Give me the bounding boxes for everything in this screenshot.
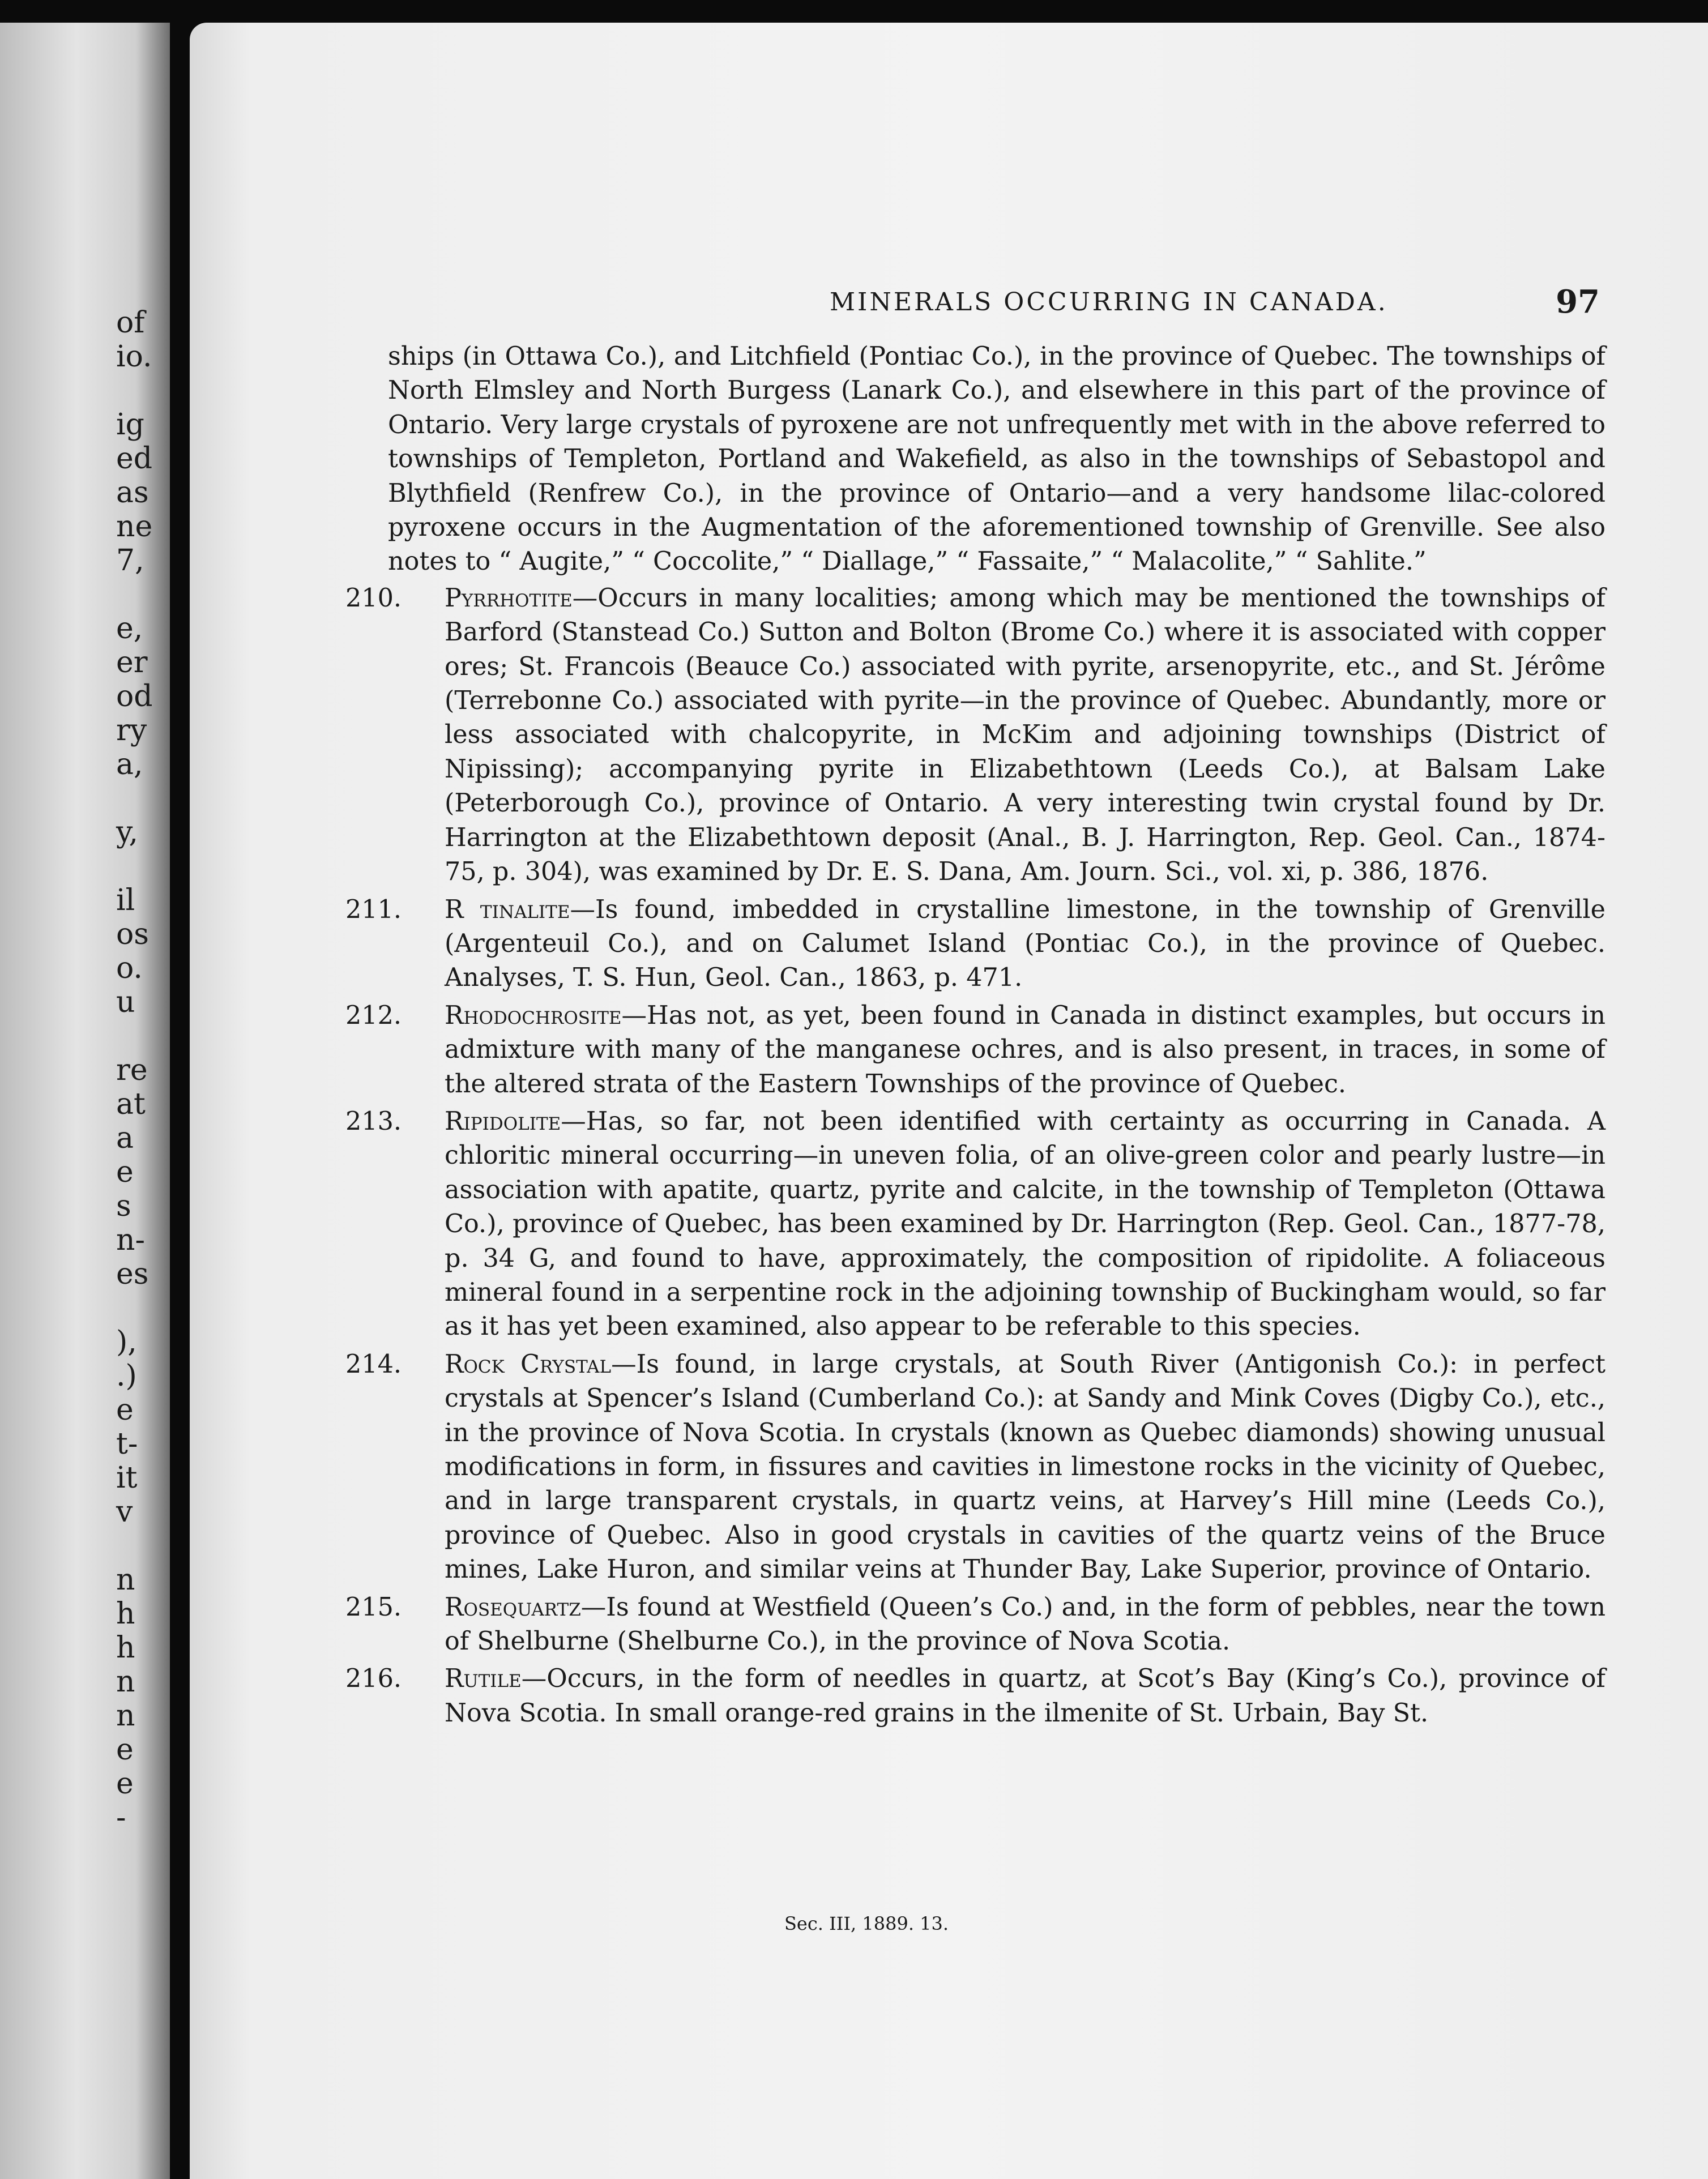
entry-text: —Is found, imbedded in crystalline limestone, in the township of Grenville (Argenteuil Co.), and on Calumet Island (Pontiac Co.), in the province of Quebec. Analyses, T. S. Hun, Geol. Can., 1863, p. 471.	[445, 895, 1605, 993]
mineral-entry-216	[345, 1662, 1605, 1731]
left-page-fragment: t-	[116, 1427, 138, 1461]
entry-term: R tinalite	[445, 895, 570, 924]
left-page-fragment: a	[116, 1121, 134, 1155]
entry-number: 215.	[345, 1592, 402, 1622]
left-page-fragment: h	[116, 1631, 135, 1665]
left-page-fragment: a,	[116, 747, 143, 781]
left-page-fragment: n	[116, 1699, 135, 1733]
left-page-fragment: ry	[116, 713, 147, 747]
continuation-paragraph: ships (in Ottawa Co.), and Litchfield (Pontiac Co.), in the province of Quebec. The townships of North Elmsley and North Burgess (Lanark Co.), and elsewhere in this part of the province of Ontario. Very large crystals of pyroxene are not unfrequently met with in the above referred to townships of Templeton, Portland and Wakefield, as also in the townships of Sebastopol and Blythfield (Renfrew Co.), in the province of Ontario—and a very handsome lilac-colored pyroxene occurs in the Augmentation of the aforementioned township of Grenville. See also notes to “ Augite,” “ Coccolite,” “ Diallage,” “ Fassaite,” “ Malacolite,” “ Sahlite.”	[388, 342, 1605, 576]
left-page-fragment: as	[116, 476, 149, 510]
left-page-fragment: ne	[116, 510, 153, 544]
left-page-fragment: es	[116, 1257, 149, 1291]
left-page-fragment: n-	[116, 1223, 146, 1257]
mineral-entry-211	[345, 893, 1605, 995]
left-page-fragment: e	[116, 1155, 134, 1189]
entry-number: 214.	[345, 1349, 402, 1379]
entry-number: 213.	[345, 1106, 402, 1136]
mineral-entry-213	[345, 1105, 1605, 1344]
left-page-fragment: it	[116, 1461, 138, 1495]
left-page-fragment: re	[116, 1053, 148, 1087]
entry-number: 210.	[345, 583, 402, 613]
left-page-fragment: of	[116, 306, 145, 340]
page-body	[345, 340, 1605, 1734]
entry-text: —Is found at Westfield (Queen’s Co.) and, in the form of pebbles, near the town of Shelburne (Shelburne Co.), in the province of Nova Scotia.	[445, 1592, 1605, 1656]
left-page-fragment: os	[116, 917, 149, 951]
running-title: MINERALS OCCURRING IN CANADA.	[830, 288, 1388, 317]
entry-number: 216.	[345, 1664, 402, 1694]
entry-term: Ripidolite	[445, 1106, 561, 1136]
left-page-fragment: n	[116, 1563, 135, 1597]
left-page-fragment: e	[116, 1393, 134, 1427]
entry-text: —Occurs in many localities; among which may be mentioned the townships of Barford (Stanstead Co.) Sutton and Bolton (Brome Co.) where it is associated with copper ores; St. Francois (Beauce Co.) associated with pyrite, arsenopyrite, etc., and St. Jérôme (Terrebonne Co.) associated with pyrite—in the province of Quebec. Abundantly, more or less associated with chalcopyrite, in McKim and adjoining townships (District of Nipissing); accompanying pyrite in Elizabethtown (Leeds Co.), at Balsam Lake (Peterborough Co.), province of Ontario. A very interesting twin crystal found by Dr. Harrington at the Elizabethtown deposit (Anal., B. J. Harrington, Rep. Geol. Can., 1874-75, p. 304), was examined by Dr. E. S. Dana, Am. Journ. Sci., vol. xi, p. 386, 1876.	[445, 583, 1605, 887]
entry-text: —Has, so far, not been identified with certainty as occurring in Canada. A chloritic mineral occurring—in uneven folia, of an olive-green color and pearly lustre—in association with apatite, quartz, pyrite and calcite, in the township of Templeton (Ottawa Co.), province of Quebec, has been examined by Dr. Harrington (Rep. Geol. Can., 1877-78, p. 34 G, and found to have, approximately, the composition of ripidolite. A foliaceous mineral found in a serpentine rock in the adjoining township of Buckingham would, so far as it has yet been examined, also appear to be referable to this species.	[445, 1106, 1605, 1341]
left-page-fragment: h	[116, 1597, 135, 1631]
mineral-entry-215	[345, 1591, 1605, 1659]
left-page-fragment: 7,	[116, 544, 144, 578]
document-page	[190, 23, 1708, 2179]
left-page-fragment: od	[116, 680, 153, 713]
entry-term: Rosequartz	[445, 1592, 581, 1622]
left-page-fragment: n	[116, 1665, 135, 1699]
left-page-fragment: at	[116, 1087, 146, 1121]
left-page-fragment: e	[116, 1733, 134, 1767]
entry-text: —Is found, in large crystals, at South River (Antigonish Co.): in perfect crystals at Spencer’s Island (Cumberland Co.): at Sandy and Mink Coves (Digby Co.), etc., in the province of Nova Scotia. In crystals (known as Quebec diamonds) showing unusual modifications in form, in fissures and cavities in limestone rocks in the vicinity of Quebec, and in large transparent crystals, in quartz veins, at Harvey’s Hill mine (Leeds Co.), province of Quebec. Also in good crystals in cavities of the quartz veins of the Bruce mines, Lake Huron, and similar veins at Thunder Bay, Lake Superior, province of Ontario.	[445, 1349, 1605, 1584]
left-page-fragment: e,	[116, 612, 143, 646]
left-page-fragment: er	[116, 646, 148, 680]
mineral-entry-214	[345, 1348, 1605, 1587]
entry-text: —Occurs, in the form of needles in quartz, at Scot’s Bay (King’s Co.), province of Nova Scotia. In small orange-red grains in the ilmenite of St. Urbain, Bay St.	[445, 1664, 1605, 1728]
entry-number: 211.	[345, 895, 402, 924]
entry-term: Rhodochrosite	[445, 1001, 622, 1030]
left-page-fragment: ig	[116, 408, 144, 442]
mineral-entry-210	[345, 582, 1605, 890]
entry-term: Pyrrhotite	[445, 583, 573, 613]
left-page-fragment: .)	[116, 1359, 137, 1393]
page-number: 97	[1556, 283, 1600, 321]
left-facing-page	[0, 23, 170, 2179]
left-page-fragment: u	[116, 985, 135, 1019]
left-page-fragment: y,	[116, 815, 138, 849]
entry-text: —Has not, as yet, been found in Canada in distinct examples, but occurs in admixture with many of the manganese ochres, and is also present, in traces, in some of the altered strata of the Eastern Townships of the province of Quebec.	[445, 1001, 1605, 1099]
entry-number: 212.	[345, 1001, 402, 1030]
left-page-fragment: io.	[116, 340, 152, 374]
left-page-fragment: ),	[116, 1325, 137, 1359]
mineral-entry-212	[345, 999, 1605, 1101]
left-page-fragment: s	[116, 1189, 131, 1223]
page-header	[592, 283, 1605, 323]
left-page-fragment: o.	[116, 951, 143, 985]
left-page-fragment: e	[116, 1767, 134, 1801]
entry-term: Rock Crystal	[445, 1349, 612, 1379]
page-footer: Sec. III, 1889. 13.	[784, 1913, 949, 1934]
entry-term: Rutile	[445, 1664, 522, 1694]
left-page-fragment: v	[116, 1495, 133, 1529]
left-page-fragment: il	[116, 883, 135, 917]
left-page-fragment: -	[116, 1801, 126, 1835]
left-page-fragment: ed	[116, 442, 153, 476]
